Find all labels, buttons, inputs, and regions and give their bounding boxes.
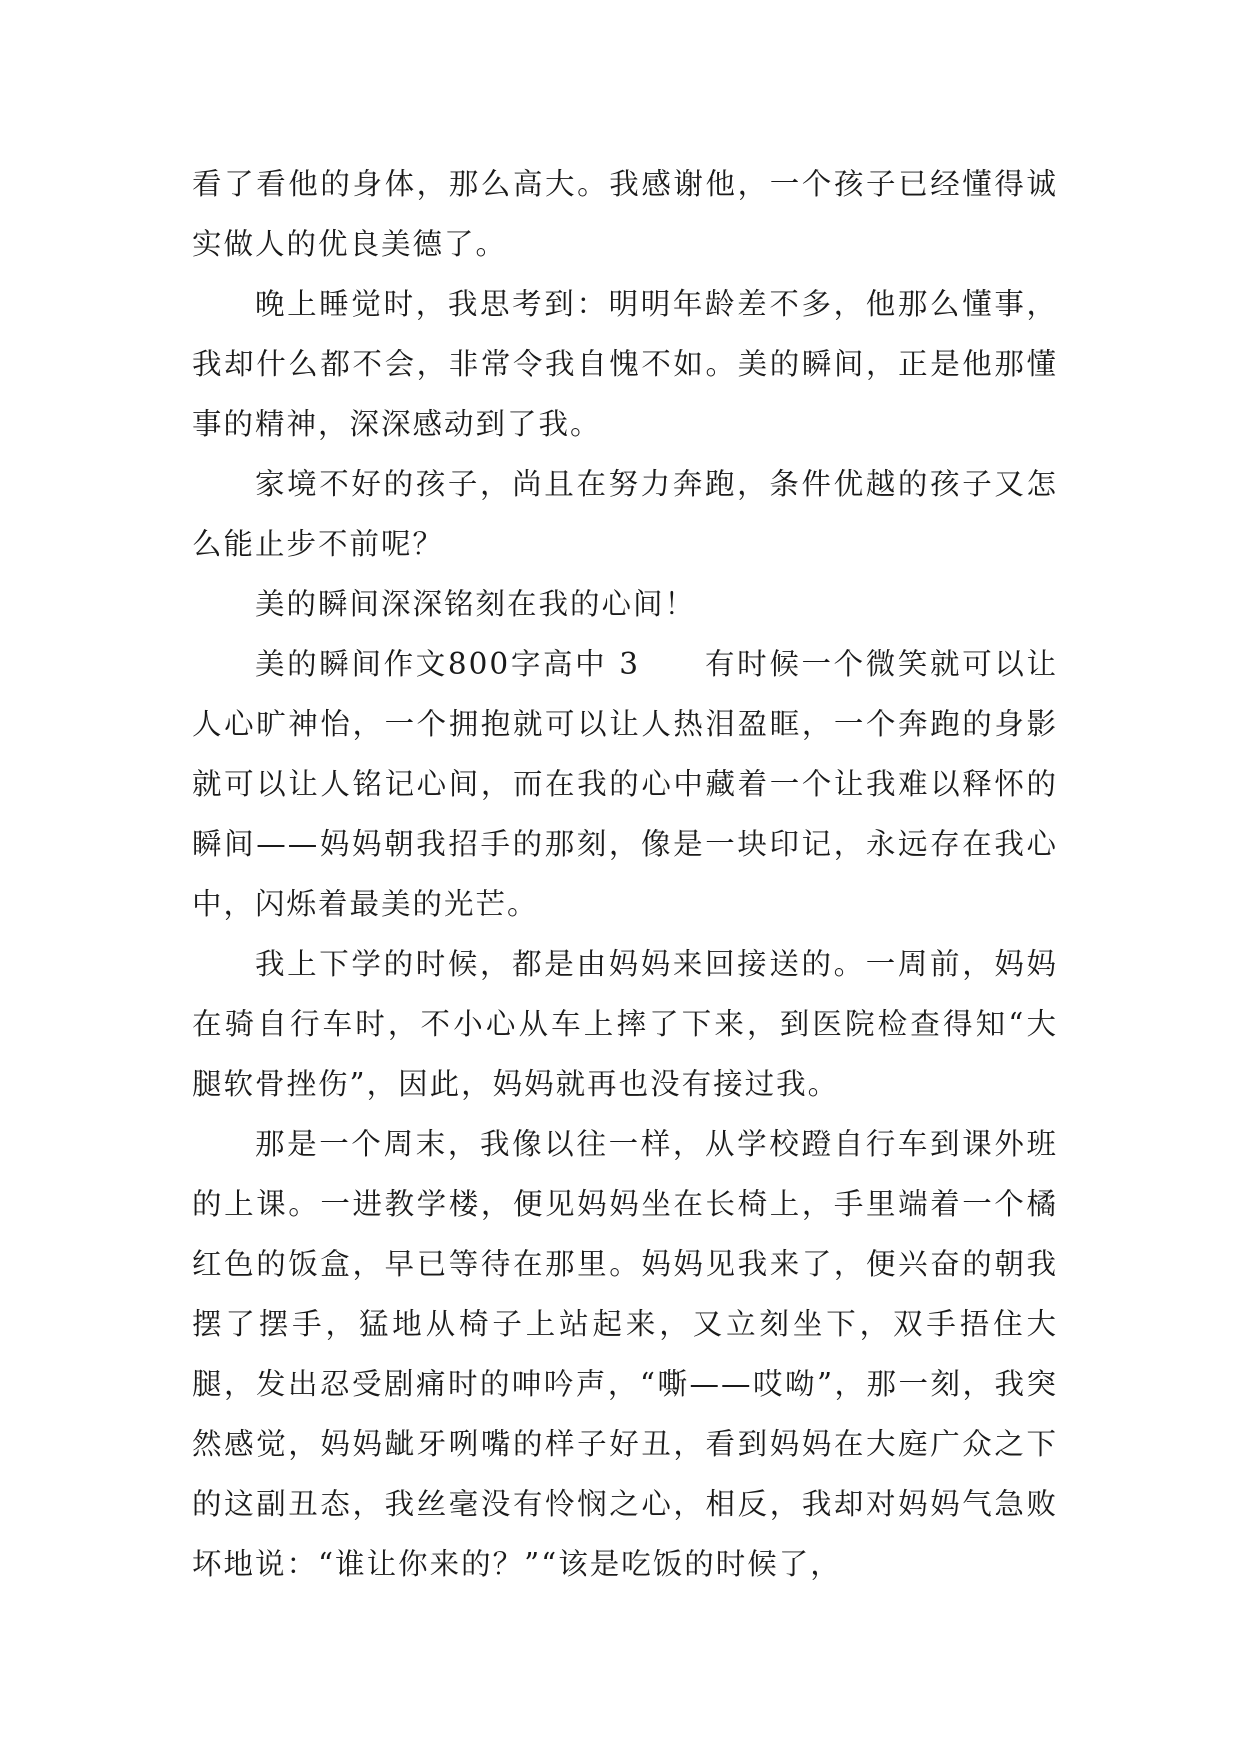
paragraph: 我上下学的时候，都是由妈妈来回接送的。一周前，妈妈在骑自行车时，不小心从车上摔了下来，到医院检查得知“大腿软骨挫伤”，因此，妈妈就再也没有接过我。 — [192, 947, 1058, 1101]
paragraph: 家境不好的孩子，尚且在努力奔跑，条件优越的孩子又怎么能止步不前呢？ — [192, 467, 1058, 561]
paragraph: 美的瞬间作文800字高中 3 有时候一个微笑就可以让人心旷神怡，一个拥抱就可以让人热泪盈眶，一个奔跑的身影就可以让人铭记心间，而在我的心中藏着一个让我难以释怀的瞬间——妈妈朝我招手的那刻，像是一块印记，永远存在我心中，闪烁着最美的光芒。 — [192, 647, 1058, 921]
paragraph: 美的瞬间深深铭刻在我的心间！ — [255, 587, 697, 621]
paragraph: 晚上睡觉时，我思考到：明明年龄差不多，他那么懂事，我却什么都不会，非常令我自愧不如。美的瞬间，正是他那懂事的精神，深深感动到了我。 — [192, 287, 1058, 441]
paragraph-continuation: 看了看他的身体，那么高大。我感谢他，一个孩子已经懂得诚实做人的优良美德了。 — [192, 167, 1058, 261]
document-body — [192, 154, 1058, 1594]
paragraph: 那是一个周末，我像以往一样，从学校蹬自行车到课外班的上课。一进教学楼，便见妈妈坐在长椅上，手里端着一个橘红色的饭盒，早已等待在那里。妈妈见我来了，便兴奋的朝我摆了摆手，猛地从椅子上站起来，又立刻坐下，双手捂住大腿，发出忍受剧痛时的呻吟声，“嘶——哎呦”，那一刻，我突然感觉，妈妈龇牙咧嘴的样子好丑，看到妈妈在大庭广众之下的这副丑态，我丝毫没有怜悯之心，相反，我却对妈妈气急败坏地说：“谁让你来的？”“该是吃饭的时候了， — [192, 1127, 1058, 1581]
